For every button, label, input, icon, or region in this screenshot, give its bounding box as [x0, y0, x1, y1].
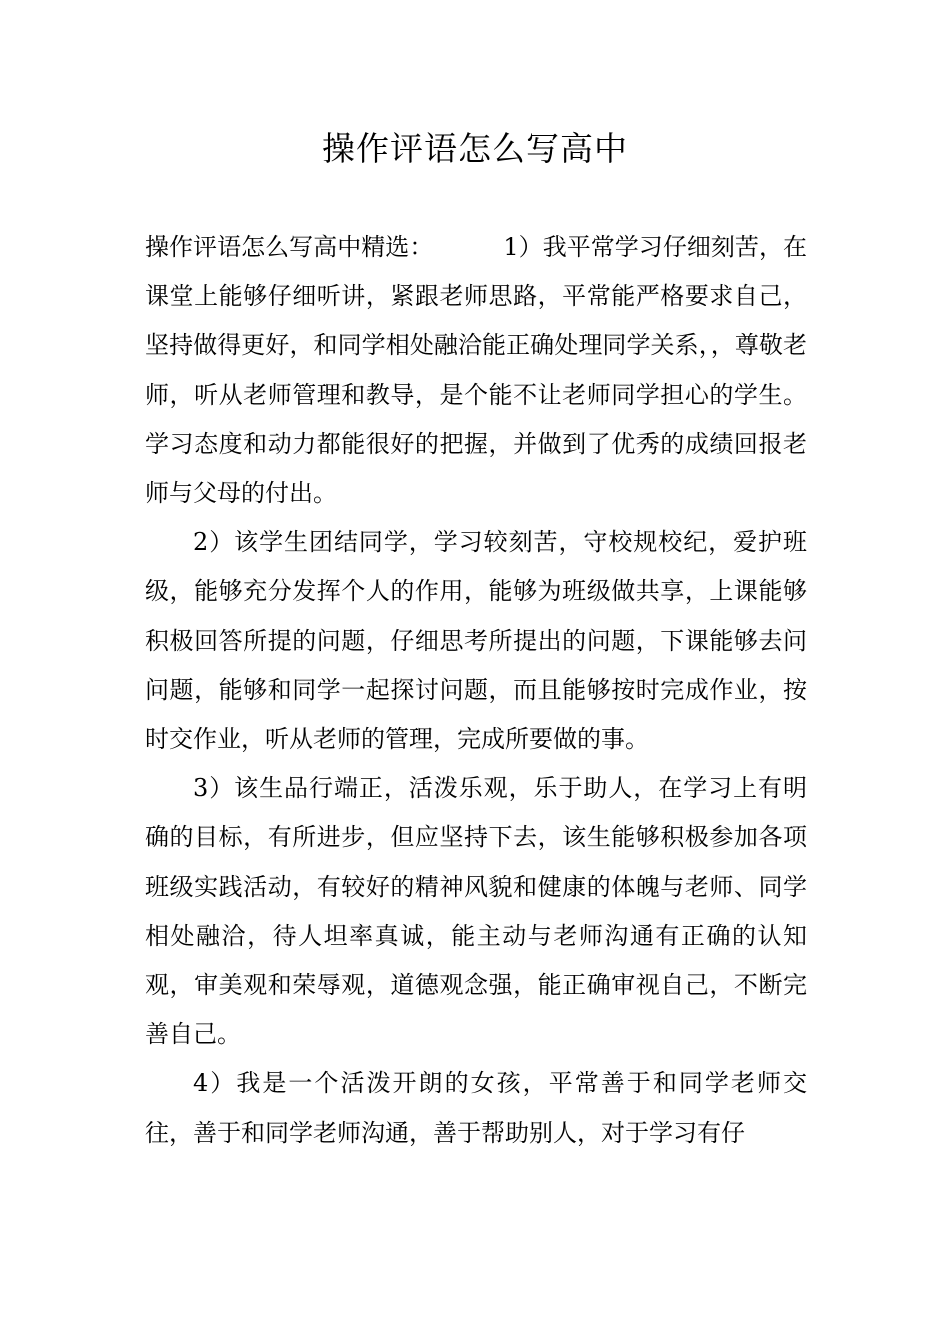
- paragraph-2: 2）该学生团结同学，学习较刻苦，守校规校纪，爱护班级，能够充分发挥个人的作用，能够为班级做共享，上课能够积极回答所提的问题，仔细思考所提出的问题，下课能够去问问题，能够和同学一起探讨问题，而且能够按时完成作业，按时交作业，听从老师的管理，完成所要做的事。: [145, 528, 807, 754]
- paragraph-1-text: 1）我平常学习仔细刻苦，在课堂上能够仔细听讲，紧跟老师思路，平常能严格要求自己，坚持做得更好，和同学相处融洽能正确处理同学关系，，尊敬老师，听从老师管理和教导，是个能不让老师同学担心的学生。学习态度和动力都能很好的把握，并做到了优秀的成绩回报老师与父母的付出。: [145, 233, 807, 508]
- paragraph-4: 4）我是一个活泼开朗的女孩，平常善于和同学老师交往，善于和同学老师沟通，善于帮助别人，对于学习有仔: [145, 1069, 807, 1147]
- intro-label: 操作评语怎么写高中精选：: [145, 233, 434, 261]
- paragraph-3: 3）该生品行端正，活泼乐观，乐于助人，在学习上有明确的目标，有所进步，但应坚持下去，该生能够积极参加各项班级实践活动，有较好的精神风貌和健康的体魄与老师、同学相处融洽，待人坦率真诚，能主动与老师沟通有正确的认知观，审美观和荣辱观，道德观念强，能正确审视自己，不断完善自己。: [145, 774, 807, 1049]
- paragraph-1: [145, 223, 807, 518]
- document-title: 操作评语怎么写高中: [322, 129, 628, 168]
- document-body: [145, 223, 807, 1158]
